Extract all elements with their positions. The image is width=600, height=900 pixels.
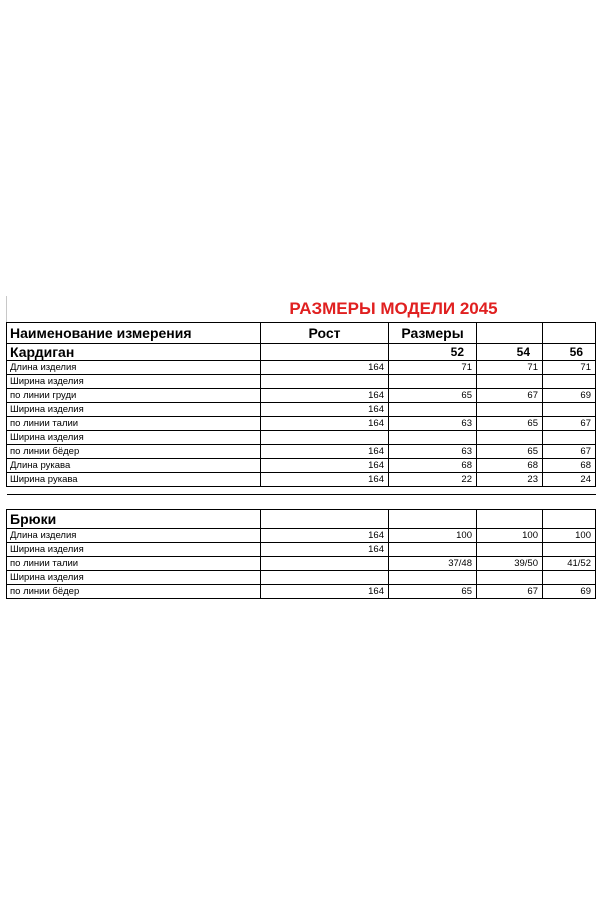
measurement-name: по линии груди	[7, 389, 261, 403]
measurement-row	[7, 571, 596, 585]
measurement-row	[7, 557, 596, 571]
measurement-row	[7, 417, 596, 431]
measurement-row	[7, 445, 596, 459]
measurement-row	[7, 585, 596, 599]
size-value: 37/48	[389, 557, 477, 571]
size-value: 67	[543, 417, 596, 431]
size-value: 69	[543, 585, 596, 599]
measurement-row	[7, 389, 596, 403]
measurement-name: по линии талии	[7, 417, 261, 431]
size-value: 68	[477, 459, 543, 473]
measurement-name: по линии талии	[7, 557, 261, 571]
empty-cell	[261, 510, 389, 529]
height-value: 164	[261, 403, 389, 417]
size-value: 67	[543, 445, 596, 459]
measurement-row	[7, 529, 596, 543]
size-chart	[6, 296, 596, 604]
size-value: 68	[389, 459, 477, 473]
height-value	[261, 431, 389, 445]
size-value: 100	[477, 529, 543, 543]
measurement-name: по линии бёдер	[7, 445, 261, 459]
height-value: 164	[261, 459, 389, 473]
trousers-label: Брюки	[7, 510, 261, 529]
size-value	[477, 543, 543, 557]
size-value	[389, 571, 477, 585]
size-value	[543, 543, 596, 557]
height-value: 164	[261, 445, 389, 459]
empty-cell	[477, 510, 543, 529]
height-value: 164	[261, 473, 389, 487]
height-value: 164	[261, 361, 389, 375]
cardigan-section-row	[7, 344, 596, 361]
height-value: 164	[261, 417, 389, 431]
size-value: 65	[477, 417, 543, 431]
size-value: 39/50	[477, 557, 543, 571]
size-value: 100	[389, 529, 477, 543]
size-value	[389, 543, 477, 557]
size-value	[477, 375, 543, 389]
size-value: 69	[543, 389, 596, 403]
measurement-row	[7, 459, 596, 473]
size-value: 22	[389, 473, 477, 487]
height-value: 164	[261, 529, 389, 543]
measurement-name: Ширина изделия	[7, 403, 261, 417]
header-empty-cell	[477, 323, 543, 344]
size-value	[543, 571, 596, 585]
size-value: 100	[543, 529, 596, 543]
measurement-name: Ширина изделия	[7, 431, 261, 445]
chart-title: РАЗМЕРЫ МОДЕЛИ 2045	[289, 299, 498, 318]
size-value: 71	[543, 361, 596, 375]
size-value	[389, 403, 477, 417]
measurement-name: Ширина изделия	[7, 375, 261, 389]
header-empty-cell	[543, 323, 596, 344]
size-value: 71	[477, 361, 543, 375]
header-row	[7, 323, 596, 344]
size-value: 41/52	[543, 557, 596, 571]
header-name: Наименование измерения	[7, 323, 261, 344]
measurement-row	[7, 375, 596, 389]
measurement-name: по линии бёдер	[7, 585, 261, 599]
size-value	[389, 431, 477, 445]
measurement-row	[7, 431, 596, 445]
measurement-name: Ширина изделия	[7, 543, 261, 557]
spacer-row	[7, 487, 596, 495]
cardigan-label: Кардиган	[7, 344, 261, 361]
size-value: 63	[389, 417, 477, 431]
size-table	[6, 322, 596, 599]
height-value	[261, 557, 389, 571]
measurement-row	[7, 543, 596, 557]
measurement-row	[7, 473, 596, 487]
measurement-name: Ширина изделия	[7, 571, 261, 585]
size-value	[543, 403, 596, 417]
size-value: 67	[477, 389, 543, 403]
header-height: Рост	[261, 323, 389, 344]
size-value: 65	[477, 445, 543, 459]
size-value: 24	[543, 473, 596, 487]
height-value: 164	[261, 543, 389, 557]
empty-cell	[543, 510, 596, 529]
size-value: 63	[389, 445, 477, 459]
empty-cell	[389, 510, 477, 529]
size-value: 65	[389, 389, 477, 403]
measurement-name: Длина изделия	[7, 361, 261, 375]
height-value	[261, 571, 389, 585]
size-54: 54	[477, 344, 543, 361]
spacer-row	[7, 495, 596, 510]
size-value: 65	[389, 585, 477, 599]
header-sizes: Размеры	[389, 323, 477, 344]
size-value	[389, 375, 477, 389]
size-56: 56	[543, 344, 596, 361]
measurement-name: Длина изделия	[7, 529, 261, 543]
size-value	[477, 431, 543, 445]
measurement-name: Длина рукава	[7, 459, 261, 473]
size-value: 23	[477, 473, 543, 487]
size-value: 71	[389, 361, 477, 375]
height-value: 164	[261, 585, 389, 599]
size-value	[477, 403, 543, 417]
height-value: 164	[261, 389, 389, 403]
size-52: 52	[389, 344, 477, 361]
size-value: 67	[477, 585, 543, 599]
trousers-section-row	[7, 510, 596, 529]
size-value	[543, 375, 596, 389]
empty-cell	[261, 344, 389, 361]
size-value	[543, 431, 596, 445]
size-value: 68	[543, 459, 596, 473]
height-value	[261, 375, 389, 389]
measurement-name: Ширина рукава	[7, 473, 261, 487]
measurement-row	[7, 403, 596, 417]
size-value	[477, 571, 543, 585]
measurement-row	[7, 361, 596, 375]
